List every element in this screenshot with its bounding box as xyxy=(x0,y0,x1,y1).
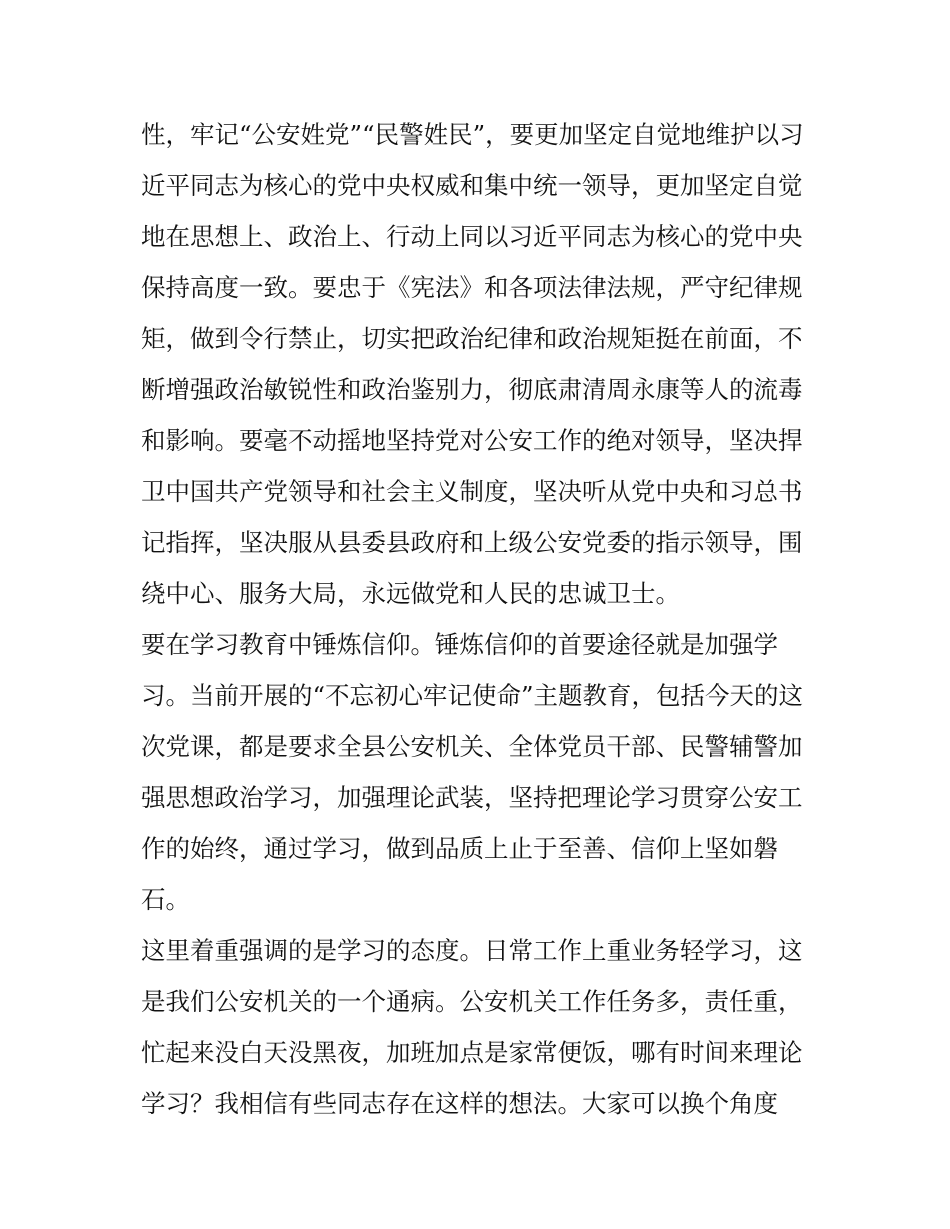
body-text xyxy=(141,109,821,1129)
text-line: 保持高度一致。要忠于《宪法》和各项法律法规，严守纪律规 xyxy=(141,273,803,302)
text-line: 地在思想上、政治上、行动上同以习近平同志为核心的党中央 xyxy=(141,222,803,251)
text-line: 习。当前开展的“不忘初心牢记使命”主题教育，包括今天的这 xyxy=(141,681,804,710)
text-line: 近平同志为核心的党中央权威和集中统一领导，更加坚定自觉 xyxy=(141,171,803,200)
text-line: 要在学习教育中锤炼信仰。锤炼信仰的首要途径就是加强学 xyxy=(141,630,778,659)
text-line: 断增强政治敏锐性和政治鉴别力，彻底肃清周永康等人的流毒 xyxy=(141,375,803,404)
text-line: 学习？我相信有些同志存在这样的想法。大家可以换个角度 xyxy=(141,1089,778,1118)
text-line: 次党课，都是要求全县公安机关、全体党员干部、民警辅警加 xyxy=(141,732,803,761)
text-line: 忙起来没白天没黑夜，加班加点是家常便饭，哪有时间来理论 xyxy=(141,1038,803,1067)
text-line: 作的始终，通过学习，做到品质上止于至善、信仰上坚如磐 xyxy=(141,834,778,863)
text-line: 绕中心、服务大局，永远做党和人民的忠诚卫士。 xyxy=(141,579,680,608)
text-line: 是我们公安机关的一个通病。公安机关工作任务多，责任重， xyxy=(141,987,803,1016)
text-line: 和影响。要毫不动摇地坚持党对公安工作的绝对领导，坚决捍 xyxy=(141,426,803,455)
text-line: 石。 xyxy=(141,885,190,914)
text-line: 矩，做到令行禁止，切实把政治纪律和政治规矩挺在前面，不 xyxy=(141,324,803,353)
text-line: 这里着重强调的是学习的态度。日常工作上重业务轻学习，这 xyxy=(141,936,803,965)
text-line: 卫中国共产党领导和社会主义制度，坚决听从党中央和习总书 xyxy=(141,477,803,506)
text-line: 记指挥，坚决服从县委县政府和上级公安党委的指示领导，围 xyxy=(141,528,803,557)
text-line: 强思想政治学习，加强理论武装，坚持把理论学习贯穿公安工 xyxy=(141,783,803,812)
text-line: 性，牢记“公安姓党”“民警姓民”，要更加坚定自觉地维护以习 xyxy=(141,120,804,149)
